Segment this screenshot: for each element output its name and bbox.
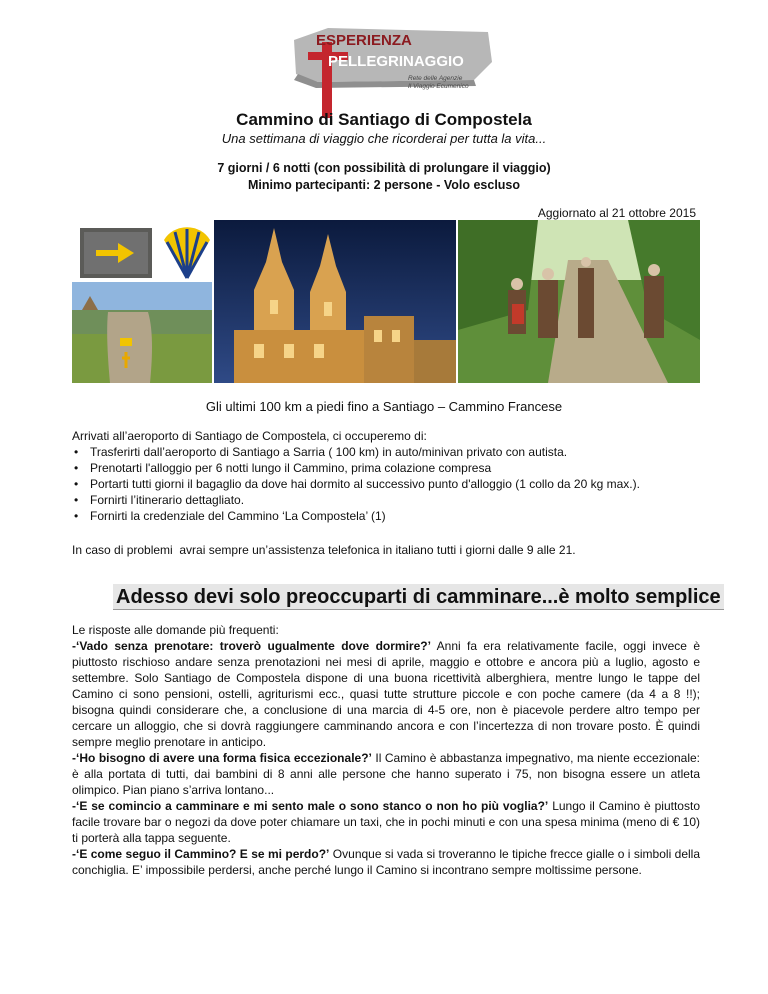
faq-answer: Lungo il Camino è piuttosto facile trovare bar o negozi da dove poter chiamare un taxi, che in pochi minuti e con una spesa minima (meno di € 10) ti porterà alla tappa seguente. <box>72 799 700 845</box>
faq-answer: Anni fa era relativamente facile, oggi invece è piuttosto rischioso andare senza prenotazioni nei mesi di aprile, maggio e ottobre e ancora più a luglio, agosto e settembre. Solo Santiago de Compostela dispone di una buona ricettività alberghiera, mentre lungo le tappe del Camino ci sono pensioni, ostelli, agriturismi ecc., quasi tutte strutture piccole e con poche camere (da 4 a 8 !!); bisogna quindi considerare che, a conclusione di una marcia di 4-5 ore, non è piacevole perdere altro tempo per cercare un alloggio, che si dovrà raggiungere camminando ancora e con l’incertezza di non trovare posto. È quindi sempre meglio prenotare in anticipo. <box>72 639 700 749</box>
faq-item <box>72 638 700 750</box>
list-item: • Portarti tutti giorni il bagaglio da dove hai dormito al successivo punto d'alloggio (1 collo da 20 kg max.). <box>72 476 700 492</box>
cathedral-image <box>214 220 456 383</box>
services-list <box>72 444 700 524</box>
faq-question: -‘E come seguo il Cammino? E se mi perdo?’ <box>72 847 330 861</box>
photo-milestone <box>72 282 212 383</box>
faq-item <box>72 846 700 878</box>
milestone-image <box>72 282 212 383</box>
services-section <box>72 428 700 524</box>
title-block <box>0 110 768 148</box>
updated-date: Aggiornato al 21 ottobre 2015 <box>496 206 696 223</box>
page-title: Cammino di Santiago di Compostela <box>236 110 532 129</box>
page-subtitle: Una settimana di viaggio che ricorderai per tutta la vita... <box>221 131 547 146</box>
trip-participants: Minimo partecipanti: 2 persone - Volo escluso <box>247 178 521 192</box>
pilgrims-image <box>458 220 700 383</box>
agency-logo <box>288 22 502 122</box>
faq-question: -‘Vado senza prenotare: troverò ugualmente dove dormire?’ <box>72 639 431 653</box>
photo-strip <box>72 220 700 383</box>
faq-answer: Il Camino è abbastanza impegnativo, ma niente eccezionale: è alla portata di tutti, dai bambini di 8 anni alle persone che hanno superato i 75, non bisogna essere un atleta olimpico. Pian piano s’arriva lontano... <box>72 751 701 797</box>
faq-item <box>72 798 700 846</box>
list-item: • Prenotarti l'alloggio per 6 notti lungo il Cammino, prima colazione compresa <box>72 460 700 476</box>
faq-question: -‘E se comincio a camminare e mi sento male o sono stanco o non ho più voglia?’ <box>72 799 549 813</box>
yellow-arrow-icon <box>80 228 152 278</box>
logo-graphic <box>288 22 502 122</box>
photo-pilgrims <box>458 220 700 383</box>
photo-cathedral <box>214 220 456 383</box>
services-lead: Arrivati all’aeroporto di Santiago de Compostela, ci occuperemo di: <box>72 429 427 443</box>
photo-caption: Gli ultimi 100 km a piedi fino a Santiago – Cammino Francese <box>205 399 563 414</box>
faq-question: -‘Ho bisogno di avere una forma fisica eccezionale?’ <box>72 751 372 765</box>
trip-info <box>0 160 768 194</box>
logo-tagline1: Rete delle Agenzie <box>408 75 463 82</box>
faq-lead: Le risposte alle domande più frequenti: <box>72 623 279 637</box>
list-item: • Trasferirti dall’aeroporto di Santiago a Sarria ( 100 km) in auto/minivan privato con autista. <box>72 444 700 460</box>
logo-text-line2: PELLEGRINAGGIO <box>328 53 464 70</box>
list-item: • Fornirti l’itinerario dettagliato. <box>72 492 700 508</box>
logo-text-line1: ESPERIENZA <box>316 32 412 49</box>
list-item: • Fornirti la credenziale del Cammino ‘La Compostela’ (1) <box>72 508 700 524</box>
section-headline: Adesso devi solo preoccuparti di camminare...è molto semplice <box>113 584 724 610</box>
faq-answer: Ovunque si vada si troveranno le tipiche frecce gialle o i simboli della conchiglia. E’ impossibile perdersi, anche perché lungo il Camino si incontrano sempre moltissime persone. <box>72 847 701 877</box>
assistance-note: In caso di problemi avrai sempre un’assistenza telefonica in italiano tutti i giorni dalle 9 alle 21. <box>72 543 576 557</box>
faq-section <box>72 622 700 878</box>
scallop-shell-icon <box>158 220 216 284</box>
photo-scallop-shell <box>158 220 216 284</box>
logo-tagline2: Il Viaggio Ecumenico <box>408 83 469 90</box>
photo-yellow-arrow <box>80 228 152 278</box>
trip-duration: 7 giorni / 6 notti (con possibilità di prolungare il viaggio) <box>217 161 551 175</box>
faq-item <box>72 750 700 798</box>
